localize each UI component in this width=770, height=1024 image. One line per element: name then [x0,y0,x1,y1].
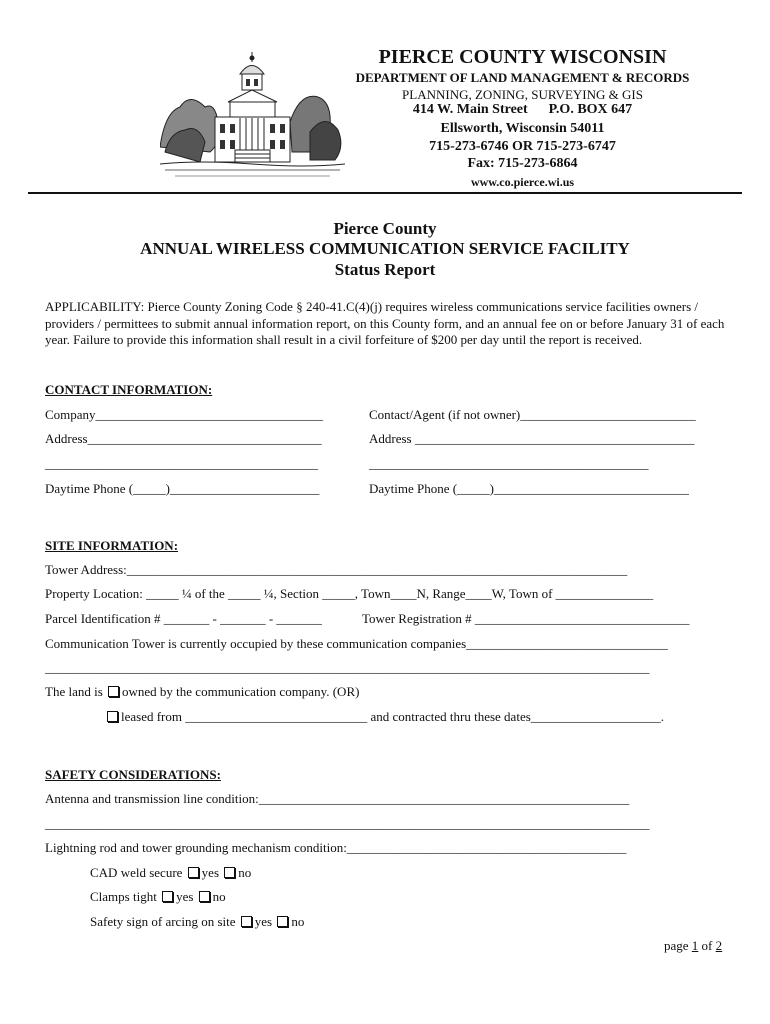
arcing-no-checkbox[interactable] [277,916,288,927]
form-title-county: Pierce County [333,219,437,238]
company-field[interactable]: Company___________________________________ [45,407,324,422]
arcing-label: Safety sign of arcing on site [90,914,236,929]
fax-number: Fax: 715-273-6864 [467,156,578,171]
clamps-label: Clamps tight [90,889,157,904]
form-title-main: ANNUAL WIRELESS COMMUNICATION SERVICE FACILITY [140,239,630,258]
clamps-no-checkbox[interactable] [199,891,210,902]
occupied-companies-field[interactable]: Communication Tower is currently occupied by these communication companies_______________________________ [45,636,668,651]
yes-label: yes [201,865,220,880]
cad-weld-no-checkbox[interactable] [224,867,235,878]
page-total: 2 [715,938,723,953]
tower-address-field[interactable]: Tower Address:_____________________________________________________________________________ [45,562,628,577]
address-cont-left[interactable]: __________________________________________ [45,456,318,471]
site-heading: SITE INFORMATION: [45,538,179,553]
applicability-paragraph: APPLICABILITY: Pierce County Zoning Code § 240-41.C(4)(j) requires wireless communications service facilities owners / providers / permittees to submit annual information report, on this County form, and an annual fee on or before January 31 of each year. Failure to provide this information shall result in a civil forfeiture of $200 per day until the report is received. [45,299,725,347]
contact-agent-field[interactable]: Contact/Agent (if not owner)___________________________ [369,407,696,422]
owned-label: owned by the communication company. (OR) [122,684,360,699]
yes-label: yes [176,889,194,904]
leased-field[interactable]: leased from ____________________________ and contracted thru these dates____________________. [121,709,665,724]
county-title: PIERCE COUNTY WISCONSIN [378,46,667,68]
no-label: no [238,865,252,880]
leased-row [105,709,664,725]
arcing-yes-checkbox[interactable] [241,916,252,927]
owned-checkbox[interactable] [108,686,119,697]
header-divider [28,192,742,194]
antenna-condition-cont[interactable]: _____________________________________________________________________________________________ [45,816,650,831]
page-number: 1 [691,938,699,953]
no-label: no [291,914,305,929]
cad-weld-yes-checkbox[interactable] [188,867,199,878]
land-prefix: The land is [45,684,103,699]
property-location-field[interactable]: Property Location: _____ ¼ of the _____ ¼, Section _____, Town____N, Range____W, Town of _______________ [45,586,654,601]
phone-field-right[interactable]: Daytime Phone (_____)______________________________ [369,481,689,496]
leased-checkbox[interactable] [107,711,118,722]
page-prefix: page [664,938,689,953]
address-field-left[interactable]: Address____________________________________ [45,431,322,446]
page-indicator [664,938,722,954]
address-field-right[interactable]: Address ___________________________________________ [369,431,695,446]
cad-weld-label: CAD weld secure [90,865,183,880]
lightning-rod-field[interactable]: Lightning rod and tower grounding mechanism condition:___________________________________________ [45,840,627,855]
no-label: no [212,889,226,904]
department-name: DEPARTMENT OF LAND MANAGEMENT & RECORDS [355,70,690,85]
phone-field-left[interactable]: Daytime Phone (_____)_______________________ [45,481,320,496]
address-cont-right[interactable]: ___________________________________________ [369,456,649,471]
cad-weld-row [90,865,251,881]
land-owned-row [45,684,359,700]
city-state-zip: Ellsworth, Wisconsin 54011 [440,121,605,136]
yes-label: yes [254,914,273,929]
form-title-sub: Status Report [334,260,436,279]
website-link[interactable]: www.co.pierce.wi.us [470,175,575,189]
safety-heading: SAFETY CONSIDERATIONS: [45,767,221,782]
courthouse-logo [160,52,345,182]
clamps-yes-checkbox[interactable] [162,891,173,902]
phone-numbers: 715-273-6746 OR 715-273-6747 [429,139,616,154]
department-divisions: PLANNING, ZONING, SURVEYING & GIS [402,87,643,102]
clamps-row [90,889,226,905]
street-address: 414 W. Main Street P.O. BOX 647 [412,102,633,117]
tower-registration-field[interactable]: Tower Registration # _________________________________ [362,611,690,626]
antenna-condition-field[interactable]: Antenna and transmission line condition:_________________________________________________________ [45,791,630,806]
occupied-companies-cont[interactable]: _____________________________________________________________________________________________ [45,660,650,675]
arcing-row [90,914,304,930]
page-of: of [701,938,713,953]
contact-heading: CONTACT INFORMATION: [45,382,213,397]
parcel-id-field[interactable]: Parcel Identification # _______ - _______ - _______ [45,611,322,626]
